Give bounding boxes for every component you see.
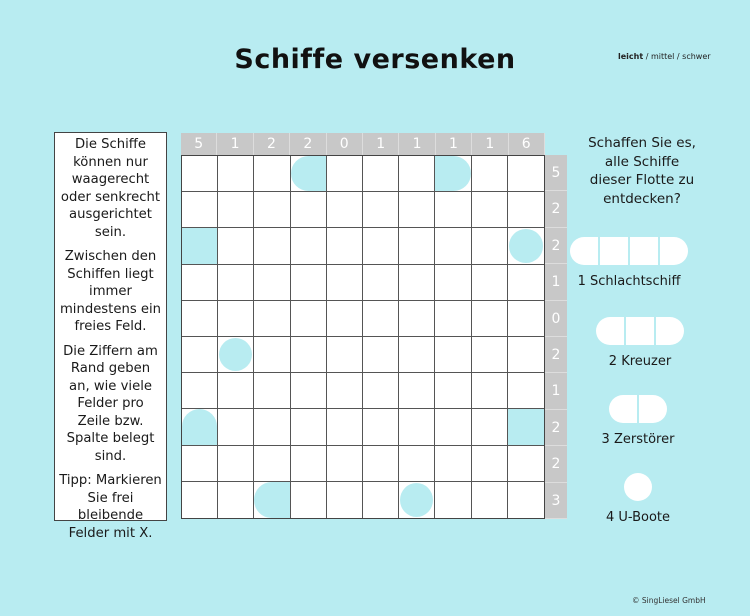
grid-cell[interactable] <box>218 301 254 337</box>
fleet-label: 1 Schlachtschiff <box>577 274 681 289</box>
grid-cell[interactable] <box>472 228 508 264</box>
grid-cell[interactable] <box>182 337 218 373</box>
ship-hint <box>400 483 433 517</box>
grid-cell[interactable] <box>399 156 435 192</box>
grid-cell[interactable] <box>472 301 508 337</box>
column-clue: 1 <box>217 133 253 155</box>
grid-cell[interactable] <box>508 228 544 264</box>
grid-cell[interactable] <box>363 337 399 373</box>
grid-cell[interactable] <box>291 228 327 264</box>
grid-cell[interactable] <box>291 373 327 409</box>
ship-hint <box>254 482 289 518</box>
grid-cell[interactable] <box>363 446 399 482</box>
grid-cell[interactable] <box>182 482 218 518</box>
column-clue: 1 <box>399 133 435 155</box>
grid-cell[interactable] <box>435 482 471 518</box>
difficulty-active[interactable]: leicht <box>618 52 644 61</box>
grid-cell[interactable] <box>472 192 508 228</box>
grid-cell[interactable] <box>472 337 508 373</box>
grid-cell[interactable] <box>291 265 327 301</box>
grid-cell[interactable] <box>327 301 363 337</box>
grid-cell[interactable] <box>472 409 508 445</box>
grid-cell[interactable] <box>218 156 254 192</box>
grid-cell[interactable] <box>472 482 508 518</box>
difficulty-other[interactable]: / mittel / schwer <box>643 52 711 61</box>
grid-cell[interactable] <box>363 301 399 337</box>
grid-cell[interactable] <box>218 228 254 264</box>
grid-cell[interactable] <box>363 409 399 445</box>
grid-cell[interactable] <box>218 192 254 228</box>
grid-cell[interactable] <box>218 265 254 301</box>
grid-cell[interactable] <box>435 301 471 337</box>
grid-cell[interactable] <box>182 228 218 264</box>
row-clue: 5 <box>545 155 567 191</box>
cruiser-icon <box>580 317 700 345</box>
fleet-submarine <box>578 473 698 525</box>
ship-hint <box>182 228 217 263</box>
grid-cell[interactable] <box>399 301 435 337</box>
grid-cell[interactable] <box>327 373 363 409</box>
grid-cell[interactable] <box>254 337 290 373</box>
fleet-battleship <box>569 237 689 289</box>
rule-text: Zwischen den Schiffen liegt immer mindestens ein freies Feld. <box>59 249 162 334</box>
grid-cell[interactable] <box>327 482 363 518</box>
grid-cell[interactable] <box>399 337 435 373</box>
grid-cell[interactable] <box>508 482 544 518</box>
grid-cell[interactable] <box>327 228 363 264</box>
column-clues <box>181 133 545 155</box>
grid-cell[interactable] <box>399 482 435 518</box>
grid-cell[interactable] <box>254 301 290 337</box>
grid-cell[interactable] <box>327 446 363 482</box>
grid-cell[interactable] <box>327 337 363 373</box>
grid-cell[interactable] <box>254 192 290 228</box>
page-title: Schiffe versenken <box>234 44 516 75</box>
grid-cell[interactable] <box>363 373 399 409</box>
grid-cell[interactable] <box>399 228 435 264</box>
grid-cell[interactable] <box>363 482 399 518</box>
grid-cell[interactable] <box>254 409 290 445</box>
grid-cell[interactable] <box>182 265 218 301</box>
row-clue: 2 <box>545 191 567 227</box>
grid-cell[interactable] <box>182 446 218 482</box>
grid-cell[interactable] <box>254 228 290 264</box>
grid-cell[interactable] <box>435 156 471 192</box>
ship-hint <box>509 229 543 262</box>
grid-cell[interactable] <box>291 482 327 518</box>
grid-cell[interactable] <box>363 156 399 192</box>
row-clue: 2 <box>545 410 567 446</box>
challenge-question: Schaffen Sie es, alle Schiffe dieser Flotte zu entdecken? <box>588 135 696 207</box>
column-clue: 5 <box>181 133 217 155</box>
grid-cell[interactable] <box>363 265 399 301</box>
fleet-label: 3 Zerstörer <box>601 432 675 447</box>
grid-cell[interactable] <box>435 228 471 264</box>
grid-cell[interactable] <box>435 192 471 228</box>
row-clue: 2 <box>545 446 567 482</box>
grid-cell[interactable] <box>508 265 544 301</box>
grid-cell[interactable] <box>218 446 254 482</box>
grid-cell[interactable] <box>508 337 544 373</box>
fleet-label: 4 U-Boote <box>605 510 671 525</box>
grid-cell[interactable] <box>363 228 399 264</box>
grid-cell[interactable] <box>182 409 218 445</box>
grid-cell[interactable] <box>508 192 544 228</box>
row-clue: 2 <box>545 337 567 373</box>
column-clue: 2 <box>254 133 290 155</box>
grid-cell[interactable] <box>291 337 327 373</box>
grid-cell[interactable] <box>218 337 254 373</box>
copyright: © SingLiesel GmbH <box>632 596 706 605</box>
grid-cell[interactable] <box>399 265 435 301</box>
row-clue: 1 <box>545 264 567 300</box>
row-clue: 2 <box>545 228 567 264</box>
grid-cell[interactable] <box>435 409 471 445</box>
column-clue: 0 <box>327 133 363 155</box>
ship-hint <box>182 409 217 444</box>
tip-text: Tipp: Markieren Sie frei bleibende Felder mit X. <box>59 473 162 541</box>
ship-hint <box>435 156 470 191</box>
grid-cell[interactable] <box>254 156 290 192</box>
grid-cell[interactable] <box>291 301 327 337</box>
grid-cell[interactable] <box>435 265 471 301</box>
difficulty-selector <box>618 52 711 61</box>
grid-cell[interactable] <box>291 446 327 482</box>
fleet-destroyer <box>578 395 698 447</box>
grid-cell[interactable] <box>218 482 254 518</box>
grid-cell[interactable] <box>218 409 254 445</box>
submarine-icon <box>578 473 698 501</box>
grid-cell[interactable] <box>472 265 508 301</box>
grid-cell[interactable] <box>218 373 254 409</box>
grid-cell[interactable] <box>182 156 218 192</box>
grid-cell[interactable] <box>508 156 544 192</box>
grid-cell[interactable] <box>254 265 290 301</box>
grid-cell[interactable] <box>399 373 435 409</box>
row-clue: 1 <box>545 373 567 409</box>
game-grid <box>181 155 545 519</box>
grid-cell[interactable] <box>327 265 363 301</box>
ship-hint <box>219 338 252 371</box>
grid-cell[interactable] <box>472 446 508 482</box>
grid-cell[interactable] <box>327 156 363 192</box>
grid-cell[interactable] <box>254 446 290 482</box>
grid-cell[interactable] <box>435 373 471 409</box>
column-clue: 6 <box>509 133 545 155</box>
battleship-icon <box>569 237 689 265</box>
grid-cell[interactable] <box>182 373 218 409</box>
row-clues <box>545 155 567 519</box>
column-clue: 2 <box>290 133 326 155</box>
grid-cell[interactable] <box>254 373 290 409</box>
grid-cell[interactable] <box>435 446 471 482</box>
grid-cell[interactable] <box>254 482 290 518</box>
rules-box <box>54 132 167 541</box>
grid-cell[interactable] <box>291 192 327 228</box>
grid-cell[interactable] <box>291 156 327 192</box>
grid-cell[interactable] <box>508 373 544 409</box>
rule-text: Die Schiffe können nur waagerecht oder senkrecht ausgerichtet sein. <box>60 137 161 240</box>
column-clue: 1 <box>472 133 508 155</box>
grid-cell[interactable] <box>508 301 544 337</box>
grid-cell[interactable] <box>182 192 218 228</box>
row-clue: 0 <box>545 301 567 337</box>
destroyer-icon <box>578 395 698 423</box>
fleet-cruiser <box>580 317 700 369</box>
ship-hint <box>291 156 326 191</box>
column-clue: 1 <box>363 133 399 155</box>
grid-cell[interactable] <box>399 409 435 445</box>
grid-cell[interactable] <box>399 446 435 482</box>
grid-cell[interactable] <box>363 192 399 228</box>
rule-text: Die Ziffern am Rand geben an, wie viele Felder pro Zeile bzw. Spalte belegt sind. <box>63 343 158 464</box>
column-clue: 1 <box>436 133 472 155</box>
grid-cell[interactable] <box>327 409 363 445</box>
grid-cell[interactable] <box>435 337 471 373</box>
grid-cell[interactable] <box>291 409 327 445</box>
grid-cell[interactable] <box>472 156 508 192</box>
grid-cell[interactable] <box>508 446 544 482</box>
ship-hint <box>508 409 544 444</box>
grid-cell[interactable] <box>508 409 544 445</box>
grid-cell[interactable] <box>327 192 363 228</box>
grid-cell[interactable] <box>182 301 218 337</box>
grid-cell[interactable] <box>399 192 435 228</box>
fleet-label: 2 Kreuzer <box>608 354 672 369</box>
row-clue: 3 <box>545 483 567 519</box>
grid-cell[interactable] <box>472 373 508 409</box>
